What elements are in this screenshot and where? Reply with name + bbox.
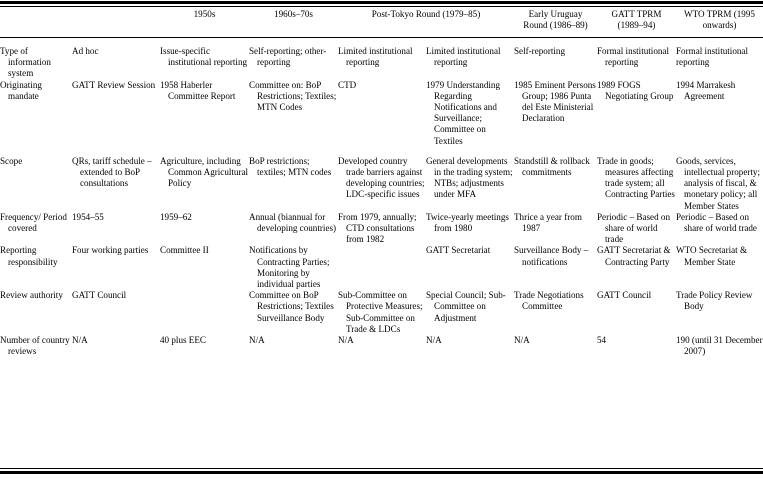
cell: Annual (biannual for developing countries): [249, 211, 337, 234]
cell: [338, 245, 426, 290]
cell: Issue-specific institutional reporting: [160, 46, 248, 68]
header-label: 1960s–70s: [274, 9, 313, 19]
cell: Committee on BoP Restrictions; Textiles Surveillance Body: [249, 290, 334, 323]
cell: Developed country trade barriers against developing countries; LDC-specific issues: [338, 155, 425, 200]
cell: BoP restrictions; textiles; MTN codes: [249, 155, 332, 178]
row-gap: [0, 147, 763, 156]
cell: Limited institutional reporting: [426, 46, 501, 68]
cell: Surveillance Body – notifications: [514, 245, 589, 267]
cell: 1954–55: [72, 211, 104, 222]
cell: 1958 Haberler Committee Report: [160, 79, 236, 101]
header-label-line1: WTO TPRM (1995: [684, 9, 755, 19]
table-row: [0, 156, 763, 212]
cell: Formal institutional reporting: [676, 46, 748, 68]
cell: GATT Council: [597, 290, 652, 301]
cell: General developments in the trading system; NTBs; adjustments under MFA: [426, 155, 513, 200]
table-row: [0, 245, 763, 290]
table-bottom-rule-thick: [0, 471, 763, 474]
cell: Formal institutional reporting: [597, 46, 669, 68]
cell: Goods, services, intellectual property; analysis of fiscal, & monetary policy; all Member States: [676, 155, 761, 211]
header-label-line1: Early Uruguay: [528, 9, 583, 19]
table-row: [0, 290, 763, 335]
cell: Special Council; Sub-Committee on Adjustment: [426, 290, 506, 323]
cell: Committee II: [160, 245, 209, 256]
header-col-post-tokyo-round: [338, 9, 514, 37]
cell: Sub-Committee on Protective Measures; Sub-Committee on Trade & LDCs: [338, 290, 423, 334]
cell: N/A: [426, 335, 442, 346]
header-col-wto-tprm: [676, 9, 763, 37]
row-label: Frequency/ Period covered: [0, 211, 67, 234]
cell: Twice-yearly meetings from 1980: [426, 211, 509, 234]
cell: GATT Review Session: [72, 79, 156, 90]
cell: GATT Council: [72, 290, 127, 301]
row-label: Type of information system: [0, 46, 51, 79]
cell: From 1979, annually; CTD consultations from 1982: [338, 211, 417, 245]
cell: Four working parties: [72, 245, 149, 256]
cell: 1979 Understanding Regarding Notifications and Surveillance; Committee on Textiles: [426, 79, 501, 146]
row-label: Originating mandate: [0, 79, 42, 101]
cell: 1994 Marrakesh Agreement: [676, 79, 736, 101]
cell: Limited institutional reporting: [338, 46, 413, 68]
table-row: [0, 335, 763, 357]
table-head: [0, 9, 763, 37]
cell: Standstill & rollback commitments: [514, 155, 590, 178]
header-col-gatt-tprm: [597, 9, 676, 37]
cell: Ad hoc: [72, 46, 99, 56]
cell: Self-reporting; other-reporting: [249, 46, 327, 68]
cell: 190 (until 31 December 2007): [676, 335, 763, 357]
cell: Periodic – Based on share of world trade: [597, 211, 670, 245]
header-label: Post-Tokyo Round (1979–85): [371, 9, 481, 19]
row-label: Scope: [0, 155, 23, 166]
header-rowlabel-blank: [0, 9, 72, 37]
cell: [160, 290, 249, 335]
cell: GATT Secretariat & Contracting Party: [597, 245, 671, 267]
cell: QRs, tariff schedule – extended to BoP consultations: [72, 155, 152, 189]
cell: N/A: [514, 335, 530, 346]
cell: 54: [597, 335, 607, 346]
row-label: Review authority: [0, 290, 63, 301]
cell: Agriculture, including Common Agricultural Policy: [160, 155, 249, 189]
table-row: [0, 46, 763, 80]
table-row: [0, 80, 763, 147]
table-row: [0, 212, 763, 246]
row-label: Reporting responsibility: [0, 245, 58, 267]
cell: Trade in goods; measures affecting trade system; all Contracting Parties: [597, 155, 675, 200]
cell: Trade Negotiations Committee: [514, 290, 584, 312]
header-label-line2: Round (1986–89): [523, 20, 588, 31]
comparison-table: [0, 9, 763, 357]
cell: 40 plus EEC: [160, 335, 206, 346]
cell: 1985 Eminent Persons Group; 1986 Punta del Este Ministerial Declaration: [514, 79, 596, 124]
table-top-rule-thick: [0, 1, 763, 4]
header-col-blank: [72, 9, 160, 37]
header-row: [0, 9, 763, 37]
table-body: [0, 37, 763, 357]
cell: N/A: [249, 335, 265, 346]
cell: GATT Secretariat: [426, 245, 491, 256]
row-label: Number of country reviews: [0, 335, 70, 357]
table-bottom-rule-thin: [0, 468, 763, 469]
cell: 1989 FOGS Negotiating Group: [597, 79, 674, 101]
cell: Trade Policy Review Body: [676, 290, 753, 312]
cell: CTD: [338, 79, 357, 90]
header-label-line1: GATT TPRM: [611, 9, 662, 19]
header-col-1960s70s: [249, 9, 338, 37]
head-gap-row: [0, 37, 763, 46]
cell: Periodic – Based on share of world trade: [676, 211, 757, 234]
cell: N/A: [72, 335, 88, 346]
cell: Committee on: BoP Restrictions; Textiles; MTN Codes: [249, 79, 337, 113]
header-col-early-uruguay-round: [514, 9, 597, 37]
header-label: 1950s: [193, 9, 216, 19]
header-label-line2: (1989–94): [617, 20, 656, 31]
header-col-1950s: [160, 9, 249, 37]
cell: N/A: [338, 335, 354, 346]
header-label-line2: onwards): [702, 20, 737, 31]
table-top-rule-thin: [0, 6, 763, 7]
cell: Thrice a year from 1987: [514, 211, 582, 234]
cell: Self-reporting: [514, 46, 566, 56]
cell: WTO Secretariat & Member State: [676, 245, 748, 267]
cell: 1959–62: [160, 211, 192, 222]
cell: Notifications by Contracting Parties; Monitoring by individual parties: [249, 245, 330, 290]
